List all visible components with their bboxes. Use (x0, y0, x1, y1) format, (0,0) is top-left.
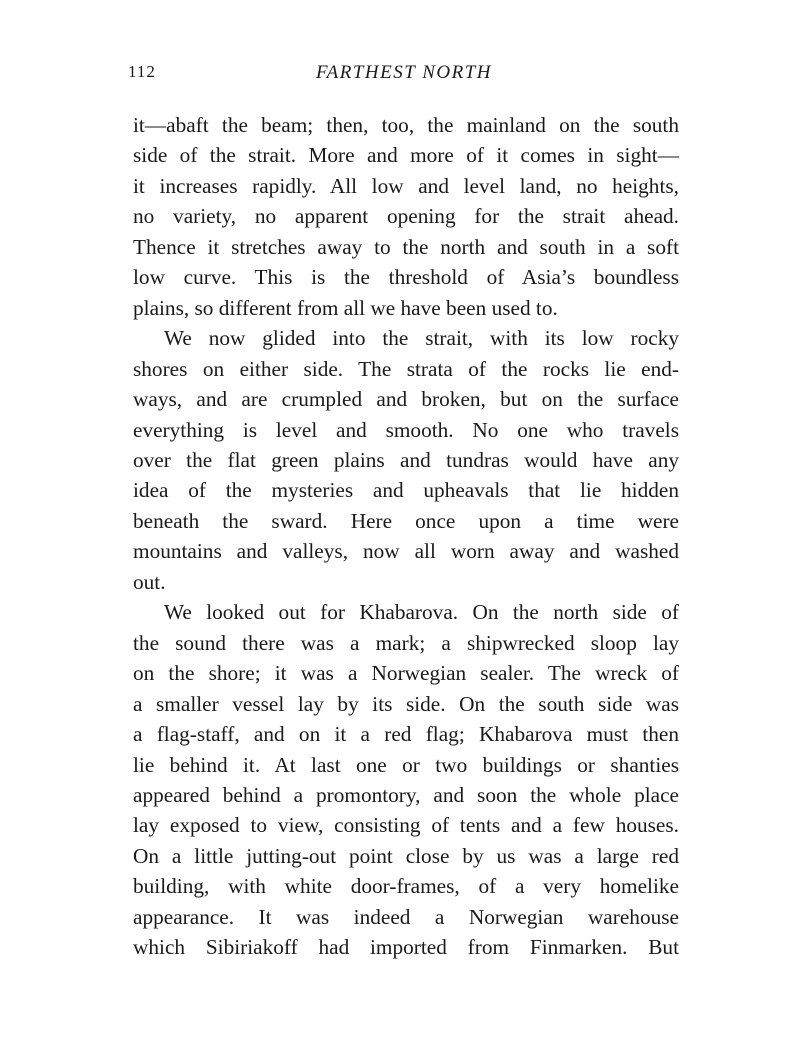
text-line: plains, so different from all we have been used to. (133, 295, 558, 320)
text-line: lie behind it. At last one or two buildings or shanties (133, 752, 679, 777)
text-line: it—abaft the beam; then, too, the mainland on the south (133, 113, 679, 137)
text-line: low curve. This is the threshold of Asia’s boundless (133, 265, 679, 290)
text-line: the sound there was a mark; a shipwrecked sloop lay (133, 630, 679, 655)
text-line: which Sibiriakoff had imported from Finmarken. But (133, 935, 679, 960)
text-line: out. (133, 569, 166, 594)
paragraph-3 (133, 597, 679, 962)
text-line: appeared behind a promontory, and soon the whole place (133, 782, 679, 807)
text-line: mountains and valleys, now all worn away and washed (133, 539, 679, 564)
text-line: Thence it stretches away to the north and south in a soft (133, 234, 679, 259)
text-line: over the flat green plains and tundras would have any (133, 447, 679, 472)
text-line: side of the strait. More and more of it comes in sight— (133, 143, 679, 168)
text-line: lay exposed to view, consisting of tents and a few houses. (133, 813, 679, 838)
body-text (133, 110, 679, 963)
paragraph-1 (133, 110, 679, 323)
text-line: no variety, no apparent opening for the strait ahead. (133, 204, 679, 229)
text-line: ways, and are crumpled and broken, but on the surface (133, 387, 679, 412)
paragraph-2 (133, 323, 679, 597)
text-line: a smaller vessel lay by its side. On the south side was (133, 691, 679, 716)
text-line: it increases rapidly. All low and level land, no heights, (133, 173, 679, 198)
text-line: building, with white door-frames, of a very homelike (133, 874, 679, 899)
text-line: We now glided into the strait, with its low rocky (164, 326, 679, 351)
text-line: appearance. It was indeed a Norwegian warehouse (133, 904, 679, 929)
text-line: shores on either side. The strata of the rocks lie end- (133, 356, 679, 381)
text-line: a flag-staff, and on it a red flag; Khabarova must then (133, 722, 679, 747)
page-number: 112 (128, 62, 156, 81)
text-line: idea of the mysteries and upheavals that lie hidden (133, 478, 679, 503)
text-line: on the shore; it was a Norwegian sealer. The wreck of (133, 661, 679, 686)
text-line: beneath the sward. Here once upon a time were (133, 508, 679, 533)
text-line: We looked out for Khabarova. On the north side of (164, 600, 679, 625)
page-header (128, 62, 680, 88)
running-head: FARTHEST NORTH (315, 62, 493, 83)
text-line: On a little jutting-out point close by us was a large red (133, 843, 679, 868)
text-line: everything is level and smooth. No one who travels (133, 417, 679, 442)
